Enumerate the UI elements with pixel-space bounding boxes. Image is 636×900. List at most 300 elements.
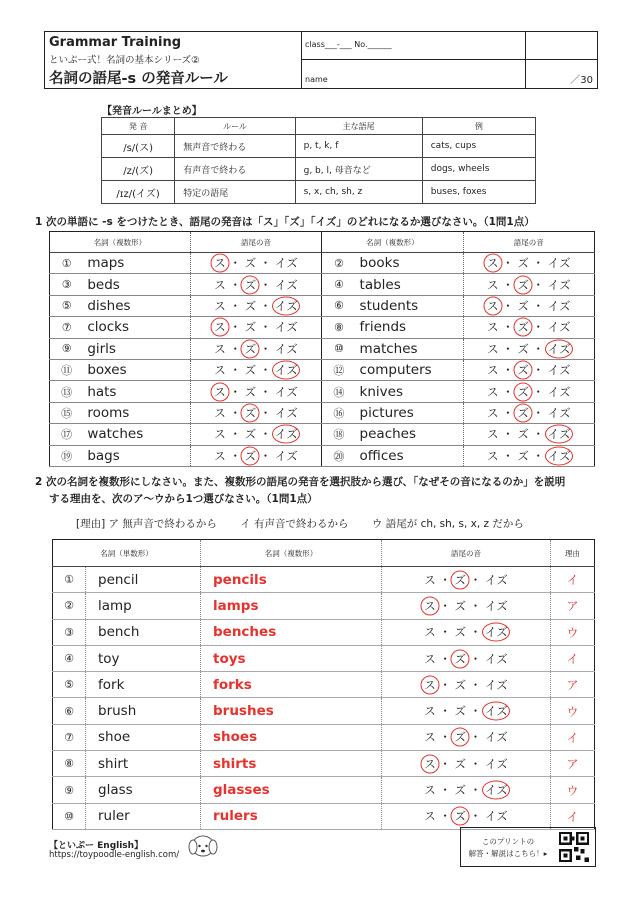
sound-option[interactable]: イズ	[484, 809, 508, 824]
brand-url[interactable]: https://toypoodle-english.com/	[49, 850, 180, 860]
score-field: ／30	[570, 75, 593, 86]
item-number: ②	[322, 253, 356, 274]
selected-option[interactable]: ズ	[517, 363, 529, 378]
selected-option[interactable]: イズ	[547, 448, 571, 463]
selected-option[interactable]: ズ	[454, 730, 467, 745]
sound-option[interactable]: イズ	[274, 320, 298, 335]
summary-cell: 有声音で終わる	[175, 158, 295, 181]
selected-option[interactable]: ズ	[517, 405, 529, 420]
q1-row	[50, 381, 595, 402]
item-number: ⑤	[53, 672, 86, 698]
singular-word: shirt	[86, 751, 201, 777]
item-number: ⑪	[50, 359, 84, 380]
sound-option[interactable]: イズ	[274, 448, 298, 463]
selected-option[interactable]: ス	[214, 384, 226, 399]
reason-answer[interactable]: ア	[551, 593, 595, 619]
option-separator: ・	[225, 256, 245, 271]
selected-option[interactable]: イズ	[484, 625, 508, 640]
selected-option[interactable]: ス	[424, 598, 436, 613]
option-separator: ・	[528, 363, 548, 378]
selected-option[interactable]: ス	[214, 256, 226, 271]
sound-option[interactable]: ズ	[244, 363, 257, 378]
sound-option[interactable]: イズ	[547, 363, 571, 378]
sound-option[interactable]: ス	[424, 783, 436, 798]
plural-word: peaches	[356, 424, 464, 445]
option-separator: ・	[498, 320, 518, 335]
item-number: ⑨	[53, 777, 86, 803]
item-number: ⑥	[53, 698, 86, 724]
sound-option[interactable]: ス	[214, 277, 226, 292]
sound-options	[463, 317, 594, 338]
option-separator: ・	[498, 256, 518, 271]
item-number: ⑮	[50, 402, 84, 423]
class-field[interactable]: class___-___ No.______	[305, 40, 392, 49]
item-number: ④	[322, 274, 356, 295]
sound-option[interactable]: ズ	[454, 598, 467, 613]
item-number: ⑲	[50, 445, 84, 466]
option-separator: ・	[225, 363, 245, 378]
option-separator: ・	[466, 572, 485, 587]
singular-word: pencil	[86, 567, 201, 593]
q2-col-singular: 名詞（単数形）	[53, 540, 201, 567]
poodle-logo-icon	[186, 832, 220, 862]
sound-option[interactable]: イズ	[547, 384, 571, 399]
item-number: ⑦	[50, 317, 84, 338]
q2-col-plural: 名詞（複数形）	[201, 540, 382, 567]
sound-options	[382, 619, 551, 645]
reason-answer[interactable]: イ	[551, 645, 595, 671]
option-separator: ・	[225, 405, 245, 420]
selected-option[interactable]: ズ	[517, 277, 529, 292]
reason-answer[interactable]: ウ	[551, 698, 595, 724]
worksheet-header	[44, 31, 598, 89]
summary-cell: 無声音で終わる	[175, 135, 295, 158]
q2-row	[53, 567, 595, 593]
sound-option[interactable]: ズ	[517, 256, 529, 271]
worksheet-title: Grammar Training	[49, 35, 182, 50]
sound-options	[382, 672, 551, 698]
plural-word: offices	[356, 445, 464, 466]
selected-option[interactable]: ス	[487, 256, 499, 271]
sound-option[interactable]: ズ	[454, 704, 467, 719]
selected-option[interactable]: ズ	[517, 384, 529, 399]
item-number: ⑳	[322, 445, 356, 466]
reason-options	[76, 516, 544, 531]
selected-option[interactable]: ズ	[454, 572, 467, 587]
option-separator: ・	[225, 384, 245, 399]
sound-option[interactable]: イズ	[547, 298, 571, 313]
sound-option[interactable]: ス	[487, 363, 499, 378]
plural-answer[interactable]: toys	[201, 645, 382, 671]
sound-options	[382, 777, 551, 803]
sound-options	[190, 295, 321, 316]
singular-word: lamp	[86, 593, 201, 619]
reason-u: ウ 語尾が ch, sh, s, x, z だから	[371, 518, 524, 530]
plural-word: beds	[83, 274, 190, 295]
selected-option[interactable]: イズ	[274, 298, 298, 313]
plural-word: computers	[356, 359, 464, 380]
q1-col-word: 名詞（複数形）	[50, 232, 191, 253]
sound-option[interactable]: ズ	[517, 427, 529, 442]
sound-options	[463, 359, 594, 380]
selected-option[interactable]: イズ	[547, 427, 571, 442]
option-separator: ・	[225, 341, 245, 356]
summary-row	[102, 181, 536, 204]
sound-option[interactable]: ス	[487, 405, 499, 420]
sound-option[interactable]: イズ	[547, 320, 571, 335]
item-number: ⑱	[322, 424, 356, 445]
summary-cell: p, t, k, f	[295, 135, 422, 158]
sound-options	[382, 698, 551, 724]
item-number: ⑰	[50, 424, 84, 445]
selected-option[interactable]: ズ	[244, 405, 257, 420]
sound-option[interactable]: ス	[424, 730, 436, 745]
sound-options	[190, 381, 321, 402]
option-separator: ・	[498, 405, 518, 420]
singular-word: fork	[86, 672, 201, 698]
sound-option[interactable]: イズ	[484, 677, 508, 692]
sound-options	[382, 645, 551, 671]
q1-row	[50, 338, 595, 359]
option-separator: ・	[528, 384, 548, 399]
summary-header: 例	[422, 118, 535, 135]
summary-cell: cats, cups	[422, 135, 535, 158]
q1-row	[50, 424, 595, 445]
sound-options	[463, 445, 594, 466]
plural-word: watches	[83, 424, 190, 445]
reason-answer[interactable]: ア	[551, 672, 595, 698]
option-separator: ・	[498, 277, 518, 292]
sound-options	[382, 724, 551, 750]
sound-option[interactable]: ス	[214, 448, 226, 463]
sound-option[interactable]: イズ	[484, 572, 508, 587]
sound-option[interactable]: ス	[487, 277, 499, 292]
reason-answer[interactable]: イ	[551, 803, 595, 829]
option-separator: ・	[225, 427, 245, 442]
sound-options	[190, 424, 321, 445]
item-number: ⑬	[50, 381, 84, 402]
q1-row	[50, 402, 595, 423]
sound-options	[190, 338, 321, 359]
summary-cell: buses, foxes	[422, 181, 535, 204]
summary-header: ルール	[175, 118, 295, 135]
item-number: ②	[53, 593, 86, 619]
option-separator: ・	[435, 704, 455, 719]
sound-options	[463, 424, 594, 445]
option-separator: ・	[498, 298, 518, 313]
plural-word: bags	[83, 445, 190, 466]
summary-cell: s, x, ch, sh, z	[295, 181, 422, 204]
plural-answer[interactable]: glasses	[201, 777, 382, 803]
plural-answer[interactable]: lamps	[201, 593, 382, 619]
q1-row	[50, 317, 595, 338]
q2-row	[53, 672, 595, 698]
brand-name: 【といぷー English】	[49, 841, 144, 851]
q1-col-word-2: 名詞（複数形）	[322, 232, 463, 253]
option-separator: ・	[498, 448, 518, 463]
q1-row	[50, 295, 595, 316]
sound-option[interactable]: ス	[214, 427, 226, 442]
summary-header: 主な語尾	[295, 118, 422, 135]
sound-options	[190, 317, 321, 338]
sound-options	[463, 253, 594, 274]
sound-option[interactable]: ス	[214, 341, 226, 356]
option-separator: ・	[256, 341, 275, 356]
sound-option[interactable]: イズ	[484, 598, 508, 613]
plural-answer[interactable]: brushes	[201, 698, 382, 724]
sound-option[interactable]: ズ	[517, 298, 529, 313]
sound-option[interactable]: ズ	[517, 341, 529, 356]
singular-word: brush	[86, 698, 201, 724]
summary-cell: /s/(ス)	[102, 135, 175, 158]
plural-word: dishes	[83, 295, 190, 316]
option-separator: ・	[256, 427, 275, 442]
q2-row	[53, 698, 595, 724]
sound-option[interactable]: ズ	[454, 625, 467, 640]
option-separator: ・	[435, 730, 455, 745]
selected-option[interactable]: ズ	[244, 448, 257, 463]
reason-answer[interactable]: ウ	[551, 619, 595, 645]
sound-options	[190, 274, 321, 295]
sound-option[interactable]: イズ	[484, 756, 508, 771]
q1-row	[50, 274, 595, 295]
option-separator: ・	[528, 427, 548, 442]
q1-table	[49, 231, 595, 467]
item-number: ⑧	[322, 317, 356, 338]
sound-option[interactable]: ズ	[517, 448, 529, 463]
singular-word: ruler	[86, 803, 201, 829]
sound-option[interactable]: ズ	[244, 298, 257, 313]
option-separator: ・	[466, 677, 485, 692]
q2-col-sound: 語尾の音	[382, 540, 551, 567]
sound-option[interactable]: イズ	[484, 730, 508, 745]
reason-answer[interactable]: ウ	[551, 777, 595, 803]
topic-title: 名詞の語尾-s の発音ルール	[49, 71, 228, 87]
sound-option[interactable]: ス	[424, 572, 436, 587]
sound-option[interactable]: ス	[424, 625, 436, 640]
sound-option[interactable]: イズ	[274, 277, 298, 292]
option-separator: ・	[528, 341, 548, 356]
q1-row	[50, 445, 595, 466]
selected-option[interactable]: イズ	[484, 783, 508, 798]
sound-option[interactable]: ズ	[454, 677, 467, 692]
plural-word: books	[356, 253, 464, 274]
summary-cell: /z/(ズ)	[102, 158, 175, 181]
selected-option[interactable]: ズ	[454, 651, 467, 666]
q2-instruction-2: する理由を、次のア〜ウから1つ選びなさい。（1問1点）	[49, 493, 318, 505]
singular-word: bench	[86, 619, 201, 645]
reason-answer[interactable]: ア	[551, 751, 595, 777]
selected-option[interactable]: ス	[487, 298, 499, 313]
sound-option[interactable]: ズ	[244, 256, 257, 271]
sound-option[interactable]: イズ	[274, 405, 298, 420]
reason-answer[interactable]: イ	[551, 567, 595, 593]
option-separator: ・	[466, 756, 485, 771]
option-separator: ・	[225, 277, 245, 292]
sound-option[interactable]: イズ	[547, 277, 571, 292]
q1-row	[50, 359, 595, 380]
sound-option[interactable]: イズ	[274, 341, 298, 356]
plural-answer[interactable]: rulers	[201, 803, 382, 829]
summary-cell: dogs, wheels	[422, 158, 535, 181]
option-separator: ・	[498, 427, 518, 442]
sound-option[interactable]: ズ	[244, 427, 257, 442]
sound-option[interactable]: イズ	[274, 384, 298, 399]
item-number: ⑧	[53, 751, 86, 777]
option-separator: ・	[466, 704, 485, 719]
item-number: ⑩	[322, 338, 356, 359]
plural-word: tables	[356, 274, 464, 295]
option-separator: ・	[435, 783, 455, 798]
item-number: ③	[53, 619, 86, 645]
sound-option[interactable]: ス	[424, 651, 436, 666]
sound-option[interactable]: ス	[487, 320, 499, 335]
answer-link-box[interactable]	[460, 827, 596, 867]
sound-options	[190, 402, 321, 423]
qr-text-1: このプリントの	[481, 837, 535, 846]
sound-options	[190, 445, 321, 466]
selected-option[interactable]: イズ	[274, 363, 298, 378]
item-number: ⑨	[50, 338, 84, 359]
selected-option[interactable]: イズ	[484, 704, 508, 719]
selected-option[interactable]: ズ	[454, 809, 467, 824]
plural-word: hats	[83, 381, 190, 402]
selected-option[interactable]: ス	[424, 756, 436, 771]
sound-option[interactable]: ス	[214, 298, 226, 313]
q2-row	[53, 777, 595, 803]
q1-row	[50, 253, 595, 274]
sound-options	[382, 567, 551, 593]
option-separator: ・	[528, 448, 548, 463]
summary-cell: /ɪz/(イズ)	[102, 181, 175, 204]
sound-option[interactable]: ス	[424, 809, 436, 824]
option-separator: ・	[466, 809, 485, 824]
sound-option[interactable]: ズ	[454, 756, 467, 771]
selected-option[interactable]: イズ	[274, 427, 298, 442]
option-separator: ・	[435, 572, 455, 587]
sound-option[interactable]: イズ	[274, 256, 298, 271]
plural-answer[interactable]: shirts	[201, 751, 382, 777]
selected-option[interactable]: イズ	[547, 341, 571, 356]
sound-option[interactable]: ス	[214, 363, 226, 378]
summary-cell: g, b, l, 母音など	[295, 158, 422, 181]
q2-col-reason: 理由	[551, 540, 595, 567]
sound-option[interactable]: ス	[487, 384, 499, 399]
reason-a: [理由] ア 無声音で終わるから	[76, 518, 217, 530]
reason-i: イ 有声音で終わるから	[240, 518, 349, 530]
item-number: ⑭	[322, 381, 356, 402]
sound-option[interactable]: イズ	[484, 651, 508, 666]
plural-word: rooms	[83, 402, 190, 423]
summary-cell: 特定の語尾	[175, 181, 295, 204]
q2-row	[53, 751, 595, 777]
option-separator: ・	[528, 405, 548, 420]
sound-option[interactable]: ス	[214, 405, 226, 420]
option-separator: ・	[528, 320, 548, 335]
option-separator: ・	[256, 256, 275, 271]
item-number: ④	[53, 645, 86, 671]
option-separator: ・	[256, 363, 275, 378]
summary-title: 【発音ルールまとめ】	[102, 106, 202, 117]
option-separator: ・	[466, 598, 485, 613]
selected-option[interactable]: ズ	[244, 341, 257, 356]
option-separator: ・	[435, 625, 455, 640]
option-separator: ・	[466, 651, 485, 666]
plural-word: maps	[83, 253, 190, 274]
qr-code-icon[interactable]	[559, 832, 589, 862]
option-separator: ・	[435, 677, 455, 692]
sound-option[interactable]: ズ	[454, 783, 467, 798]
q2-row	[53, 724, 595, 750]
plural-word: clocks	[83, 317, 190, 338]
sound-option[interactable]: ス	[487, 341, 499, 356]
plural-word: knives	[356, 381, 464, 402]
selected-option[interactable]: ズ	[244, 277, 257, 292]
sound-options	[382, 593, 551, 619]
summary-table	[101, 117, 536, 204]
plural-word: students	[356, 295, 464, 316]
option-separator: ・	[435, 756, 455, 771]
option-separator: ・	[435, 598, 455, 613]
sound-option[interactable]: ズ	[244, 384, 257, 399]
option-separator: ・	[225, 320, 245, 335]
reason-answer[interactable]: イ	[551, 724, 595, 750]
sound-options	[463, 295, 594, 316]
sound-option[interactable]: ズ	[244, 320, 257, 335]
item-number: ⑦	[53, 724, 86, 750]
sound-option[interactable]: イズ	[547, 256, 571, 271]
q2-table	[52, 539, 595, 830]
selected-option[interactable]: ス	[424, 677, 436, 692]
option-separator: ・	[225, 448, 245, 463]
sound-option[interactable]: ス	[424, 704, 436, 719]
item-number: ⑯	[322, 402, 356, 423]
name-field[interactable]: name	[305, 75, 328, 84]
selected-option[interactable]: ズ	[517, 320, 529, 335]
plural-answer[interactable]: benches	[201, 619, 382, 645]
qr-text-2: 解答・解説はこちら！▸	[468, 849, 548, 858]
sound-option[interactable]: ス	[487, 427, 499, 442]
q2-instruction-1: 2 次の名詞を複数形にしなさい。また、複数形の語尾の発音を選択肢から選び、「なぜその音になるのか」を説明	[35, 476, 566, 488]
plural-answer[interactable]: pencils	[201, 567, 382, 593]
plural-answer[interactable]: shoes	[201, 724, 382, 750]
option-separator: ・	[256, 384, 275, 399]
q1-col-sound-2: 語尾の音	[463, 232, 594, 253]
plural-answer[interactable]: forks	[201, 672, 382, 698]
sound-option[interactable]: イズ	[547, 405, 571, 420]
sound-options	[382, 803, 551, 829]
option-separator: ・	[528, 277, 548, 292]
summary-header: 発 音	[102, 118, 175, 135]
singular-word: toy	[86, 645, 201, 671]
option-separator: ・	[256, 448, 275, 463]
item-number: ⑥	[322, 295, 356, 316]
sound-options	[463, 381, 594, 402]
sound-option[interactable]: ス	[487, 448, 499, 463]
option-separator: ・	[435, 809, 455, 824]
sound-options	[190, 253, 321, 274]
option-separator: ・	[435, 651, 455, 666]
option-separator: ・	[498, 384, 518, 399]
option-separator: ・	[498, 363, 518, 378]
option-separator: ・	[528, 256, 548, 271]
sound-options	[463, 274, 594, 295]
plural-word: friends	[356, 317, 464, 338]
item-number: ⑤	[50, 295, 84, 316]
selected-option[interactable]: ス	[214, 320, 226, 335]
option-separator: ・	[466, 625, 485, 640]
sound-options	[463, 338, 594, 359]
